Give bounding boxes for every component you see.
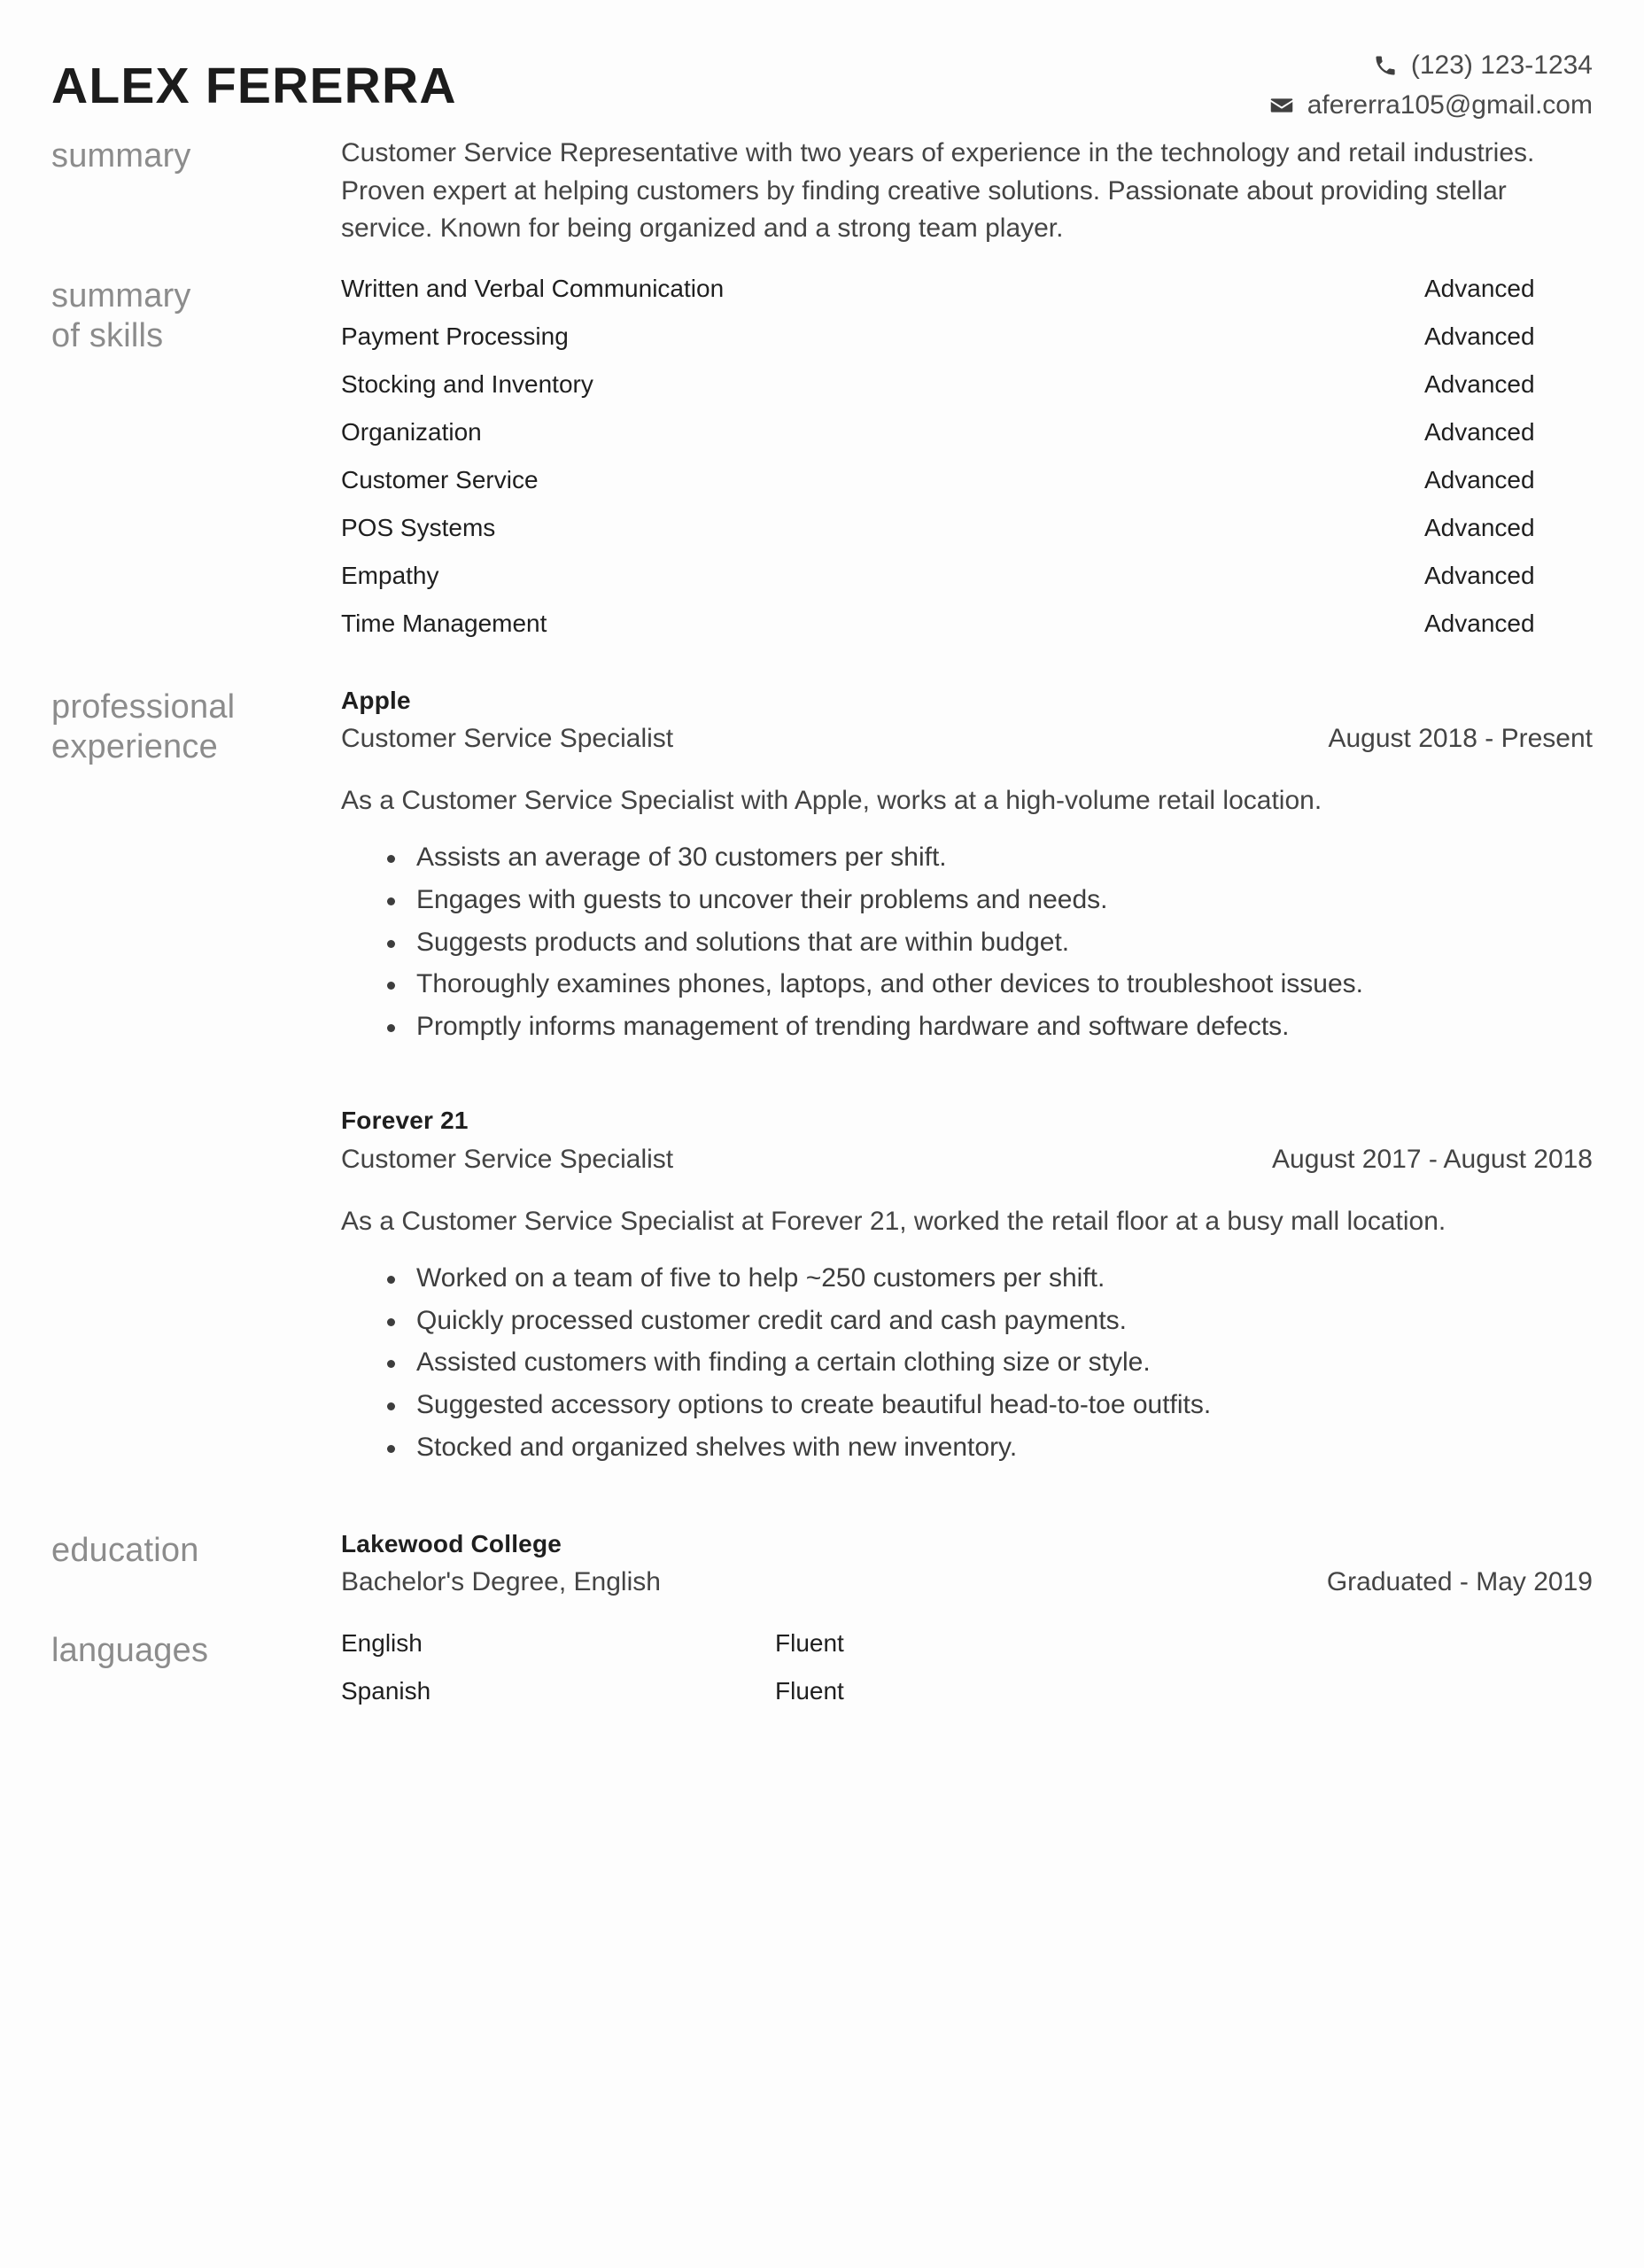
skill-row [341,610,1593,657]
education-body [341,1529,1593,1597]
job-title: Customer Service Specialist [341,724,674,754]
skill-level: Advanced [1424,417,1535,446]
skill-name: Organization [341,417,482,446]
skills-label-line2: of skills [51,316,164,354]
section-experience [51,686,1593,1471]
language-level: Fluent [775,1628,844,1657]
section-label-skills [51,275,341,356]
skill-name: Time Management [341,609,547,637]
skill-level: Advanced [1424,561,1535,589]
job-bullet: Suggests products and solutions that are within budget. [341,924,1593,962]
job-bullet: Assisted customers with finding a certain clothing size or style. [341,1344,1593,1382]
skill-name: POS Systems [341,513,496,541]
job-bullet-list [341,1260,1593,1466]
section-label-experience [51,686,341,767]
section-education [51,1529,1593,1597]
resume-header [51,0,1593,120]
phone-value: (123) 123-1234 [1410,50,1593,80]
experience-body [341,686,1593,1471]
job-bullet-list [341,839,1593,1045]
job-dates: August 2017 - August 2018 [1272,1145,1593,1175]
skill-level: Advanced [1424,322,1535,350]
job-company: Apple [341,686,411,714]
section-skills [51,275,1593,657]
skill-row [341,514,1593,562]
education-degree: Bachelor's Degree, English [341,1566,661,1596]
job-bullet: Suggested accessory options to create beautiful head-to-toe outfits. [341,1386,1593,1425]
language-row [341,1629,1593,1677]
section-label-education: education [51,1532,199,1570]
skill-name: Payment Processing [341,322,569,350]
job-bullet: Engages with guests to uncover their problems and needs. [341,882,1593,920]
education-date: Graduated - May 2019 [1326,1566,1593,1596]
contact-phone[interactable] [1372,50,1593,82]
language-name: English [341,1628,423,1657]
job-description: As a Customer Service Specialist with Apple, works at a high-volume retail location. [341,785,1322,815]
language-level: Fluent [775,1676,844,1705]
skill-level: Advanced [1424,465,1535,493]
skill-row [341,562,1593,610]
job-company: Forever 21 [341,1107,469,1135]
skill-level: Advanced [1424,274,1535,302]
skill-row [341,418,1593,466]
education-meta [341,1567,1593,1597]
skill-name: Empathy [341,561,439,589]
experience-label-line1: professional [51,687,236,726]
skill-row [341,275,1593,322]
skill-row [341,322,1593,370]
section-label-summary: summary [51,137,191,175]
contact-email[interactable] [1268,89,1593,121]
job-description: As a Customer Service Specialist at Forever 21, worked the retail floor at a busy mall location. [341,1206,1446,1236]
language-row [341,1677,1593,1725]
job-bullet: Promptly informs management of trending hardware and software defects. [341,1008,1593,1046]
job-meta [341,1143,1593,1177]
section-languages [51,1629,1593,1725]
summary-body [341,135,1593,248]
job-bullet: Worked on a team of five to help ~250 customers per shift. [341,1260,1593,1298]
email-value: afererra105@gmail.com [1307,90,1593,120]
experience-label-line2: experience [51,727,218,765]
job-title: Customer Service Specialist [341,1145,674,1175]
languages-body [341,1629,1593,1725]
skill-name: Stocking and Inventory [341,369,593,398]
job-bullet: Thoroughly examines phones, laptops, and other devices to troubleshoot issues. [341,966,1593,1004]
skill-row [341,370,1593,418]
skill-row [341,466,1593,514]
section-summary [51,135,1593,248]
phone-icon [1372,52,1399,79]
summary-text: Customer Service Representative with two years of experience in the technology and retail industries. Proven expert at helping customers by finding creative solutions. Passionate about providing stellar service. Known for being organized and a strong team player. [341,138,1535,244]
education-school: Lakewood College [341,1530,562,1558]
experience-entry [341,686,1593,1046]
job-dates: August 2018 - Present [1328,724,1593,754]
skills-label-line1: summary [51,276,191,315]
section-label-languages: languages [51,1631,209,1669]
job-bullet: Quickly processed customer credit card and cash payments. [341,1302,1593,1340]
job-meta [341,722,1593,756]
language-name: Spanish [341,1676,431,1705]
skill-level: Advanced [1424,513,1535,541]
envelope-icon [1268,92,1295,119]
skill-name: Customer Service [341,465,539,493]
skill-name: Written and Verbal Communication [341,274,725,302]
job-bullet: Assists an average of 30 customers per shift. [341,839,1593,877]
skill-level: Advanced [1424,609,1535,637]
experience-entry [341,1106,1593,1466]
contact-info [1268,46,1593,121]
skill-level: Advanced [1424,369,1535,398]
job-bullet: Stocked and organized shelves with new inventory. [341,1429,1593,1467]
candidate-name: ALEX FERERRA [51,58,457,114]
skills-body [341,275,1593,657]
